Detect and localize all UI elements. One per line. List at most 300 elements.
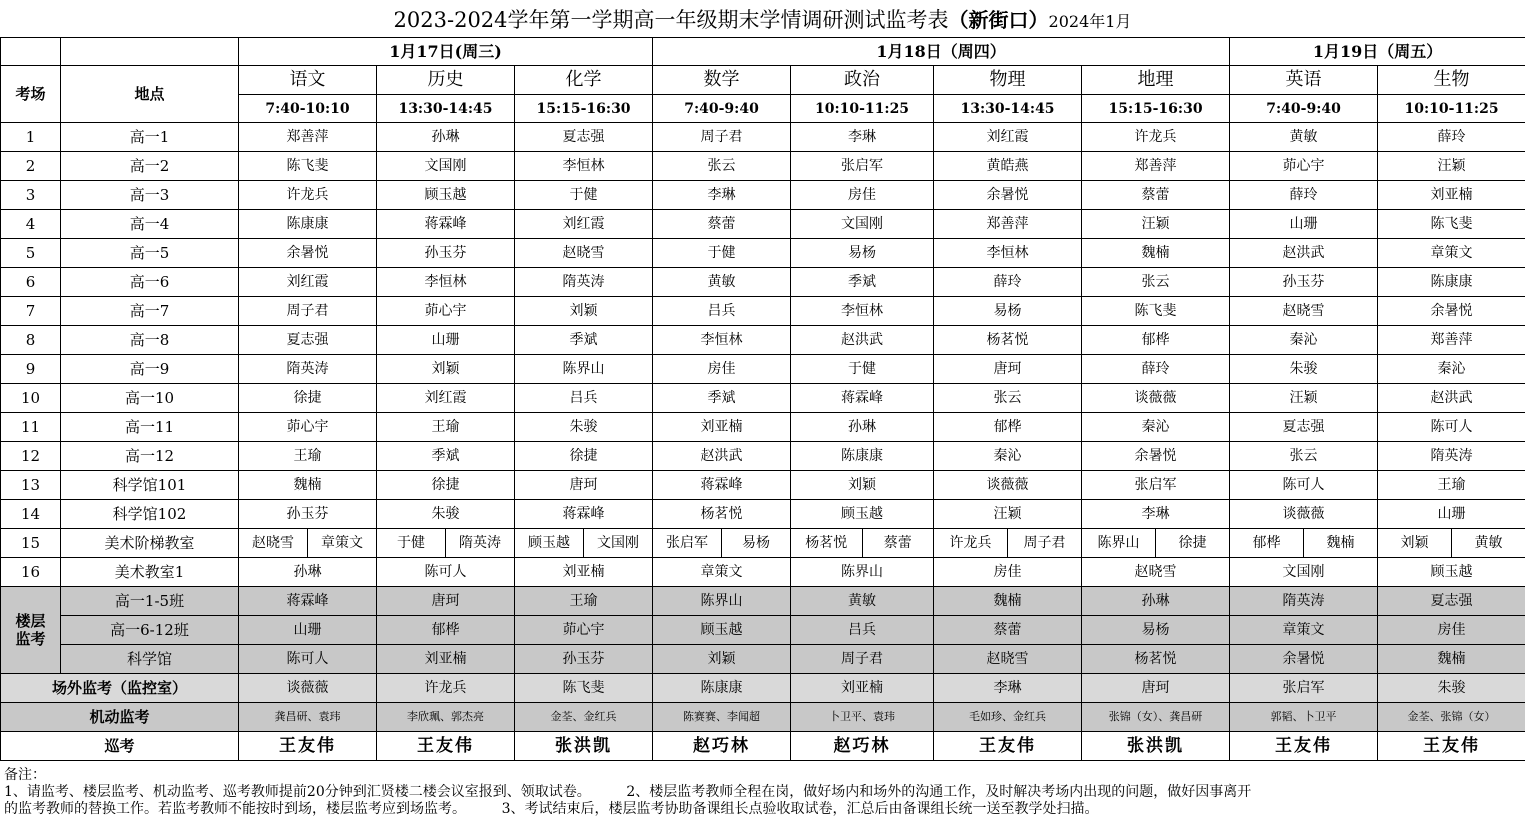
room-number: 3 <box>1 181 61 210</box>
invigilator-pair <box>934 529 1081 557</box>
invigilator-cell: 黄皓燕 <box>934 152 1082 181</box>
invigilator-cell: 蒋霖峰 <box>377 210 515 239</box>
invigilator-cell: 赵晓雪 <box>1230 297 1378 326</box>
invigilator-cell-pair <box>653 529 791 558</box>
invigilator-cell: 夏志强 <box>239 326 377 355</box>
invigilator-cell: 汪颖 <box>1378 152 1525 181</box>
day-header: 1月17日(周三) <box>239 38 653 66</box>
invigilator-cell: 陈可人 <box>1378 413 1525 442</box>
invigilator-cell: 朱骏 <box>515 413 653 442</box>
time-header: 15:15-16:30 <box>1082 95 1230 123</box>
room-number: 9 <box>1 355 61 384</box>
invigilator-cell: 赵洪武 <box>653 442 791 471</box>
invigilator-name: 郁桦 <box>1252 535 1281 551</box>
table-row <box>1 384 1525 413</box>
floor-invigilator: 茆心宇 <box>515 616 653 645</box>
patrol-cell: 张洪凯 <box>1082 732 1230 761</box>
subject-header: 语文 <box>239 66 377 95</box>
invigilator-cell: 赵晓雪 <box>515 239 653 268</box>
floor-invigilator: 山珊 <box>239 616 377 645</box>
invigilator-name: 杨茗悦 <box>805 535 848 551</box>
time-header: 10:10-11:25 <box>1378 95 1525 123</box>
invigilator-cell: 徐捷 <box>515 442 653 471</box>
invigilator-cell: 文国刚 <box>1230 558 1378 587</box>
invigilator-cell: 陈可人 <box>377 558 515 587</box>
mobile-invigilation-cell: 毛如珍、金红兵 <box>934 703 1082 732</box>
floor-invigilator: 魏楠 <box>934 587 1082 616</box>
invigilator-cell: 郑善萍 <box>1378 326 1525 355</box>
header-blank <box>1 38 61 66</box>
outside-invigilation-cell: 刘亚楠 <box>791 674 934 703</box>
invigilator-cell: 王瑜 <box>239 442 377 471</box>
invigilator-cell: 刘亚楠 <box>653 413 791 442</box>
room-number: 8 <box>1 326 61 355</box>
table-row <box>1 123 1525 152</box>
room-location: 高一4 <box>61 210 239 239</box>
invigilator-cell: 陈康康 <box>791 442 934 471</box>
outside-invigilation-cell: 许龙兵 <box>377 674 515 703</box>
floor-invigilator: 蔡蕾 <box>934 616 1082 645</box>
outside-invigilation-cell: 陈康康 <box>653 674 791 703</box>
invigilator-cell: 余暑悦 <box>934 181 1082 210</box>
room-number: 15 <box>1 529 61 558</box>
invigilator-cell: 孙玉芬 <box>1230 268 1378 297</box>
subject-header: 化学 <box>515 66 653 95</box>
title-date: 2024年1月 <box>1048 12 1132 31</box>
invigilator-cell-pair <box>934 529 1082 558</box>
invigilator-name: 张启军 <box>666 535 709 551</box>
invigilator-cell: 朱骏 <box>1230 355 1378 384</box>
invigilator-pair <box>515 529 652 557</box>
invigilator-cell: 季斌 <box>377 442 515 471</box>
invigilator-cell: 汪颖 <box>1230 384 1378 413</box>
floor-invigilator: 隋英涛 <box>1230 587 1378 616</box>
invigilator-cell: 张云 <box>1082 268 1230 297</box>
invigilator-cell: 顾玉越 <box>1378 558 1525 587</box>
floor-invigilator: 黄敏 <box>791 587 934 616</box>
table-row <box>1 355 1525 384</box>
invigilator-name: 黄敏 <box>1451 529 1525 557</box>
floor-row <box>1 587 1525 616</box>
room-location: 科学馆101 <box>61 471 239 500</box>
subject-header: 生物 <box>1378 66 1525 95</box>
invigilator-cell: 夏志强 <box>515 123 653 152</box>
invigilator-cell: 刘颖 <box>515 297 653 326</box>
invigilator-cell: 徐捷 <box>377 471 515 500</box>
invigilator-cell: 蒋霖峰 <box>653 471 791 500</box>
room-number: 14 <box>1 500 61 529</box>
floor-area: 科学馆 <box>61 645 239 674</box>
room-location: 高一12 <box>61 442 239 471</box>
invigilator-cell: 余暑悦 <box>239 239 377 268</box>
subject-header: 英语 <box>1230 66 1378 95</box>
invigilator-cell: 李恒林 <box>791 297 934 326</box>
mobile-invigilation-cell: 卜卫平、袁玮 <box>791 703 934 732</box>
invigilator-cell: 于健 <box>791 355 934 384</box>
table-row <box>1 297 1525 326</box>
floor-invigilator: 王瑜 <box>515 587 653 616</box>
room-number: 12 <box>1 442 61 471</box>
invigilator-cell: 唐珂 <box>934 355 1082 384</box>
room-location: 高一5 <box>61 239 239 268</box>
invigilator-cell: 黄敏 <box>1230 123 1378 152</box>
invigilator-cell: 刘红霞 <box>239 268 377 297</box>
invigilator-cell: 周子君 <box>239 297 377 326</box>
invigilator-cell: 夏志强 <box>1230 413 1378 442</box>
invigilator-cell: 薛玲 <box>1378 123 1525 152</box>
invigilator-cell: 张云 <box>934 384 1082 413</box>
invigilator-cell: 许龙兵 <box>239 181 377 210</box>
invigilator-cell: 郑善萍 <box>934 210 1082 239</box>
invigilator-name: 许龙兵 <box>949 535 992 551</box>
room-location: 科学馆102 <box>61 500 239 529</box>
invigilator-cell: 李琳 <box>1082 500 1230 529</box>
time-header: 13:30-14:45 <box>934 95 1082 123</box>
invigilator-cell: 赵洪武 <box>1230 239 1378 268</box>
floor-invigilation-label: 楼层 监考 <box>1 587 61 674</box>
floor-invigilator: 孙玉芬 <box>515 645 653 674</box>
room-number: 1 <box>1 123 61 152</box>
room-number: 6 <box>1 268 61 297</box>
room-header: 考场 <box>1 66 61 123</box>
invigilator-cell: 张启军 <box>1082 471 1230 500</box>
invigilator-pair <box>1230 529 1377 557</box>
page-title <box>0 6 1525 36</box>
invigilator-cell: 王瑜 <box>377 413 515 442</box>
invigilator-name: 易杨 <box>721 529 790 557</box>
patrol-cell: 张洪凯 <box>515 732 653 761</box>
patrol-cell: 王友伟 <box>377 732 515 761</box>
subject-header: 物理 <box>934 66 1082 95</box>
room-number: 2 <box>1 152 61 181</box>
invigilator-cell: 谈薇薇 <box>1082 384 1230 413</box>
invigilator-cell: 茆心宇 <box>1230 152 1378 181</box>
room-number: 5 <box>1 239 61 268</box>
table-row <box>1 500 1525 529</box>
table-row <box>1 268 1525 297</box>
outside-invigilation-cell: 朱骏 <box>1378 674 1525 703</box>
invigilator-cell: 顾玉越 <box>791 500 934 529</box>
invigilator-cell: 刘亚楠 <box>1378 181 1525 210</box>
invigilator-cell: 隋英涛 <box>239 355 377 384</box>
floor-row <box>1 645 1525 674</box>
invigilator-cell: 刘红霞 <box>934 123 1082 152</box>
invigilator-cell: 陈飞斐 <box>1378 210 1525 239</box>
mobile-invigilation-cell: 金荃、张锦（女） <box>1378 703 1525 732</box>
invigilator-cell: 李恒林 <box>653 326 791 355</box>
invigilator-cell: 蒋霖峰 <box>791 384 934 413</box>
table-row <box>1 239 1525 268</box>
invigilator-name: 魏楠 <box>1303 529 1377 557</box>
invigilator-cell: 秦沁 <box>1082 413 1230 442</box>
floor-invigilator: 郁桦 <box>377 616 515 645</box>
invigilator-cell: 秦沁 <box>934 442 1082 471</box>
floor-invigilator: 余暑悦 <box>1230 645 1378 674</box>
invigilator-pair <box>1082 529 1229 557</box>
floor-invigilator: 房佳 <box>1378 616 1525 645</box>
invigilator-cell: 刘红霞 <box>515 210 653 239</box>
invigilator-cell: 谈薇薇 <box>934 471 1082 500</box>
invigilator-cell: 章策文 <box>1378 239 1525 268</box>
mobile-invigilation-cell: 张锦（女）、龚昌研 <box>1082 703 1230 732</box>
notes <box>4 767 1522 818</box>
floor-invigilator: 刘亚楠 <box>377 645 515 674</box>
invigilator-cell: 季斌 <box>515 326 653 355</box>
mobile-invigilation-cell: 金荃、金红兵 <box>515 703 653 732</box>
floor-invigilator: 刘颖 <box>653 645 791 674</box>
invigilator-cell: 秦沁 <box>1230 326 1378 355</box>
invigilator-cell: 孙琳 <box>239 558 377 587</box>
floor-invigilator: 唐珂 <box>377 587 515 616</box>
outside-invigilation-cell: 李琳 <box>934 674 1082 703</box>
invigilator-cell: 朱骏 <box>377 500 515 529</box>
invigilator-cell: 余暑悦 <box>1378 297 1525 326</box>
floor-invigilator: 孙琳 <box>1082 587 1230 616</box>
invigilator-cell: 茆心宇 <box>377 297 515 326</box>
room-location: 高一3 <box>61 181 239 210</box>
table-row <box>1 442 1525 471</box>
invigilator-cell: 蔡蕾 <box>653 210 791 239</box>
invigilator-name: 赵晓雪 <box>252 535 294 551</box>
invigilator-cell: 李琳 <box>791 123 934 152</box>
invigilator-cell: 隋英涛 <box>515 268 653 297</box>
invigilator-cell: 顾玉越 <box>377 181 515 210</box>
room-number: 11 <box>1 413 61 442</box>
invigilator-pair <box>791 529 933 557</box>
invigilator-cell: 陈界山 <box>515 355 653 384</box>
invigilator-pair <box>377 529 514 557</box>
invigilator-cell: 山珊 <box>1378 500 1525 529</box>
mobile-invigilation-cell: 龚昌研、袁玮 <box>239 703 377 732</box>
outside-invigilation-row <box>1 674 1525 703</box>
invigilator-name: 顾玉越 <box>528 535 570 551</box>
patrol-cell: 王友伟 <box>239 732 377 761</box>
invigilator-name: 徐捷 <box>1155 529 1229 557</box>
invigilator-cell: 魏楠 <box>1082 239 1230 268</box>
table-row <box>1 152 1525 181</box>
invigilator-cell: 季斌 <box>653 384 791 413</box>
invigilator-cell: 刘颖 <box>377 355 515 384</box>
subject-header: 地理 <box>1082 66 1230 95</box>
invigilator-cell: 山珊 <box>377 326 515 355</box>
invigilator-pair <box>239 529 376 557</box>
invigilator-cell-pair <box>377 529 515 558</box>
table-row <box>1 471 1525 500</box>
patrol-row <box>1 732 1525 761</box>
invigilator-cell: 张云 <box>653 152 791 181</box>
patrol-cell: 赵巧林 <box>791 732 934 761</box>
invigilator-cell: 赵洪武 <box>791 326 934 355</box>
invigilator-name: 隋英涛 <box>445 529 514 557</box>
time-header: 10:10-11:25 <box>791 95 934 123</box>
title-main: 2023-2024学年第一学期高一年级期末学情调研测试监考表 <box>393 8 949 32</box>
invigilator-cell: 陈康康 <box>1378 268 1525 297</box>
outside-invigilation-cell: 张启军 <box>1230 674 1378 703</box>
invigilator-cell: 李恒林 <box>377 268 515 297</box>
invigilator-cell-pair <box>1378 529 1525 558</box>
table-row <box>1 210 1525 239</box>
floor-invigilator: 赵晓雪 <box>934 645 1082 674</box>
invigilator-cell: 秦沁 <box>1378 355 1525 384</box>
mobile-invigilation-cell: 郭韬、卜卫平 <box>1230 703 1378 732</box>
invigilator-cell: 魏楠 <box>239 471 377 500</box>
room-location: 美术教室1 <box>61 558 239 587</box>
floor-invigilator: 章策文 <box>1230 616 1378 645</box>
table-row <box>1 558 1525 587</box>
invigilator-cell: 山珊 <box>1230 210 1378 239</box>
invigilator-cell: 黄敏 <box>653 268 791 297</box>
invigilator-cell: 谈薇薇 <box>1230 500 1378 529</box>
invigilator-name: 陈界山 <box>1097 535 1140 551</box>
invigilator-cell: 孙琳 <box>791 413 934 442</box>
invigilator-cell: 杨茗悦 <box>934 326 1082 355</box>
invigilator-cell: 刘红霞 <box>377 384 515 413</box>
invigilator-cell: 郑善萍 <box>1082 152 1230 181</box>
invigilator-cell-pair <box>1082 529 1230 558</box>
invigilator-cell: 赵洪武 <box>1378 384 1525 413</box>
floor-invigilator: 魏楠 <box>1378 645 1525 674</box>
room-location: 高一2 <box>61 152 239 181</box>
invigilator-cell: 薛玲 <box>934 268 1082 297</box>
invigilator-cell: 李恒林 <box>515 152 653 181</box>
subject-header: 政治 <box>791 66 934 95</box>
invigilator-name: 周子君 <box>1007 529 1081 557</box>
invigilator-cell: 杨茗悦 <box>653 500 791 529</box>
room-location: 高一11 <box>61 413 239 442</box>
floor-area: 高一6-12班 <box>61 616 239 645</box>
mobile-invigilation-row <box>1 703 1525 732</box>
notes-line-2: 的监考教师的替换工作。若监考教师不能按时到场，楼层监考应到场监考。 3、考试结束后，楼层监考协助备课组长点验收取试卷，汇总后由备课组长统一送至教学处扫描。 <box>4 801 1099 817</box>
outside-invigilation-cell: 唐珂 <box>1082 674 1230 703</box>
room-location: 高一8 <box>61 326 239 355</box>
room-number: 13 <box>1 471 61 500</box>
invigilator-cell: 陈界山 <box>791 558 934 587</box>
invigilator-name: 于健 <box>397 535 425 551</box>
floor-invigilator: 杨茗悦 <box>1082 645 1230 674</box>
invigilator-cell: 刘颖 <box>791 471 934 500</box>
invigilator-cell: 周子君 <box>653 123 791 152</box>
invigilator-name: 章策文 <box>307 529 376 557</box>
mobile-invigilation-cell: 陈赛赛、李闻超 <box>653 703 791 732</box>
patrol-cell: 王友伟 <box>934 732 1082 761</box>
invigilator-cell-pair <box>239 529 377 558</box>
location-header: 地点 <box>61 66 239 123</box>
room-number: 10 <box>1 384 61 413</box>
invigilator-cell: 隋英涛 <box>1378 442 1525 471</box>
outside-invigilation-cell: 陈飞斐 <box>515 674 653 703</box>
table-row <box>1 529 1525 558</box>
header-blank <box>61 38 239 66</box>
invigilator-cell: 薛玲 <box>1082 355 1230 384</box>
patrol-cell: 赵巧林 <box>653 732 791 761</box>
room-location: 高一6 <box>61 268 239 297</box>
invigilator-cell: 李琳 <box>653 181 791 210</box>
time-header: 7:40-10:10 <box>239 95 377 123</box>
floor-row <box>1 616 1525 645</box>
invigilator-cell: 孙玉芬 <box>239 500 377 529</box>
patrol-cell: 王友伟 <box>1230 732 1378 761</box>
subject-header: 历史 <box>377 66 515 95</box>
outside-invigilation-cell: 谈薇薇 <box>239 674 377 703</box>
day-header: 1月19日（周五） <box>1230 38 1525 66</box>
floor-invigilator: 吕兵 <box>791 616 934 645</box>
invigilator-cell: 吕兵 <box>515 384 653 413</box>
invigilator-cell: 薛玲 <box>1230 181 1378 210</box>
time-header: 7:40-9:40 <box>653 95 791 123</box>
invigilator-cell: 张云 <box>1230 442 1378 471</box>
table-row <box>1 413 1525 442</box>
floor-invigilator: 陈可人 <box>239 645 377 674</box>
invigilator-cell: 陈飞斐 <box>1082 297 1230 326</box>
invigilator-cell: 孙琳 <box>377 123 515 152</box>
invigilator-cell: 李恒林 <box>934 239 1082 268</box>
invigilator-cell: 许龙兵 <box>1082 123 1230 152</box>
notes-title: 备注： <box>4 767 46 783</box>
mobile-invigilation-cell: 李欣珮、郭杰亮 <box>377 703 515 732</box>
invigilator-cell: 房佳 <box>791 181 934 210</box>
room-location: 高一7 <box>61 297 239 326</box>
invigilator-cell: 刘亚楠 <box>515 558 653 587</box>
invigilator-cell: 易杨 <box>791 239 934 268</box>
invigilator-cell: 郑善萍 <box>239 123 377 152</box>
day-header: 1月18日（周四） <box>653 38 1230 66</box>
invigilator-cell: 汪颖 <box>934 500 1082 529</box>
floor-invigilator: 顾玉越 <box>653 616 791 645</box>
invigilator-cell: 章策文 <box>653 558 791 587</box>
room-number: 16 <box>1 558 61 587</box>
invigilator-cell: 蔡蕾 <box>1082 181 1230 210</box>
time-header: 13:30-14:45 <box>377 95 515 123</box>
invigilator-pair <box>653 529 790 557</box>
invigilator-name: 刘颖 <box>1400 535 1429 551</box>
invigilator-cell: 蒋霖峰 <box>515 500 653 529</box>
invigilator-pair <box>1378 529 1525 557</box>
invigilator-cell: 孙玉芬 <box>377 239 515 268</box>
invigilator-cell: 季斌 <box>791 268 934 297</box>
invigilator-cell: 于健 <box>515 181 653 210</box>
invigilator-cell: 茆心宇 <box>239 413 377 442</box>
invigilator-cell: 郁桦 <box>1082 326 1230 355</box>
invigilator-cell: 张启军 <box>791 152 934 181</box>
invigilator-cell: 赵晓雪 <box>1082 558 1230 587</box>
invigilator-cell: 郁桦 <box>934 413 1082 442</box>
subject-header: 数学 <box>653 66 791 95</box>
floor-invigilator: 夏志强 <box>1378 587 1525 616</box>
invigilator-cell: 陈飞斐 <box>239 152 377 181</box>
invigilator-cell: 陈可人 <box>1230 471 1378 500</box>
mobile-invigilation-label: 机动监考 <box>1 703 239 732</box>
table-row <box>1 326 1525 355</box>
floor-invigilator: 周子君 <box>791 645 934 674</box>
invigilator-cell-pair <box>791 529 934 558</box>
room-location: 高一10 <box>61 384 239 413</box>
invigilator-cell: 易杨 <box>934 297 1082 326</box>
invigilator-cell: 于健 <box>653 239 791 268</box>
time-header: 15:15-16:30 <box>515 95 653 123</box>
floor-invigilator: 陈界山 <box>653 587 791 616</box>
invigilator-cell: 汪颖 <box>1082 210 1230 239</box>
floor-invigilator: 蒋霖峰 <box>239 587 377 616</box>
room-number: 4 <box>1 210 61 239</box>
invigilator-cell: 房佳 <box>934 558 1082 587</box>
title-campus: （新街口） <box>948 8 1049 32</box>
table-row <box>1 181 1525 210</box>
invigilator-cell-pair <box>515 529 653 558</box>
invigilator-name: 文国刚 <box>583 529 652 557</box>
invigilator-cell: 文国刚 <box>377 152 515 181</box>
invigilator-cell: 文国刚 <box>791 210 934 239</box>
invigilator-cell: 王瑜 <box>1378 471 1525 500</box>
